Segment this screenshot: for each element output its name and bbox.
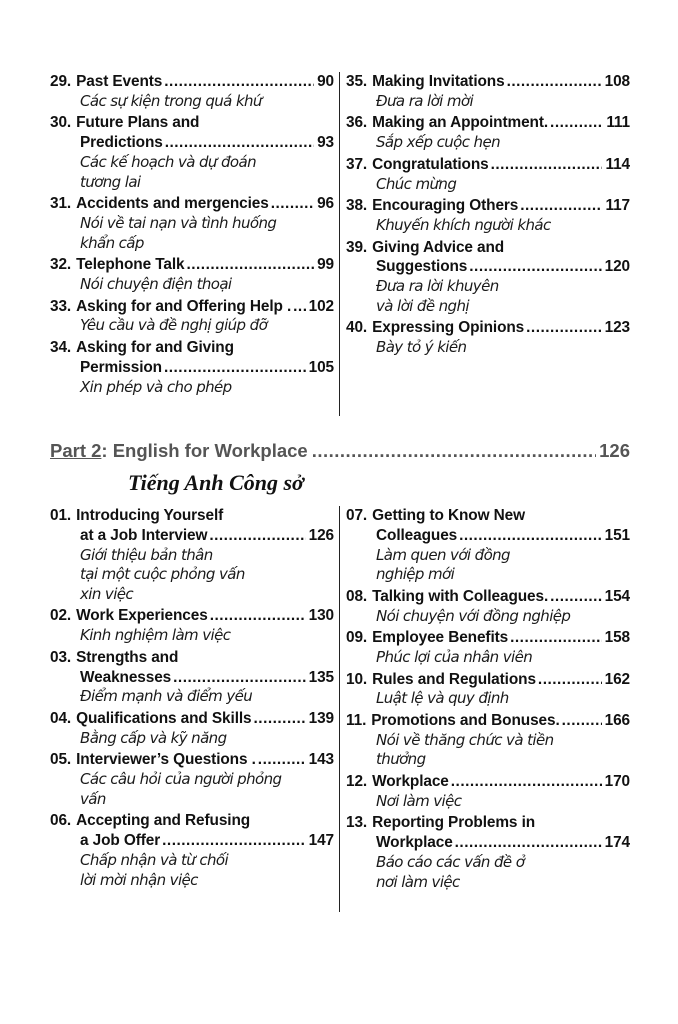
dot-leader (526, 318, 601, 338)
toc-page-number: 174 (604, 834, 630, 852)
dot-leader (451, 772, 602, 792)
toc-entry-title-line (50, 709, 334, 729)
toc-column-right (346, 506, 630, 894)
toc-entry-translation: Khuyến khích người khác (376, 215, 551, 234)
toc-entry-translation: vấn (80, 789, 106, 808)
toc-entry-title-line (50, 113, 334, 133)
toc-page-number: 123 (604, 319, 630, 337)
toc-entry[interactable] (346, 711, 630, 770)
toc-entry-title: Asking for and Offering Help . (76, 297, 292, 315)
toc-entry-title: Encouraging Others (372, 197, 519, 215)
toc-entry-title-line (50, 606, 334, 626)
toc-entry-title-line (50, 750, 334, 770)
toc-entry-title: Colleagues (376, 526, 458, 544)
toc-entry-title: Interviewer’s Questions . (76, 751, 256, 769)
dot-leader (173, 668, 305, 688)
part-page-number: 126 (599, 440, 630, 461)
toc-entry-title: at a Job Interview (80, 526, 208, 544)
toc-entry[interactable] (346, 72, 630, 111)
toc-entry-title: Permission (80, 358, 162, 376)
toc-entry-title: Weaknesses (80, 668, 172, 686)
part-title: : English for Workplace (101, 440, 308, 461)
toc-entry-number: 32. (50, 256, 72, 274)
toc-entry-number: 07. (346, 507, 368, 524)
dot-leader (165, 133, 314, 153)
dot-leader (550, 587, 601, 607)
dot-leader (271, 194, 314, 214)
toc-entry-number: 10. (346, 670, 368, 688)
toc-entry-translation: Chúc mừng (376, 174, 457, 193)
toc-entry-translation: khẩn cấp (80, 233, 144, 252)
toc-entry-translation: Sắp xếp cuộc hẹn (376, 133, 500, 152)
toc-entry[interactable] (50, 255, 334, 294)
dot-leader (510, 628, 601, 648)
dot-leader (254, 709, 306, 729)
toc-entry-translation: và lời đề nghị (376, 296, 469, 315)
toc-entry-title-line (50, 526, 334, 546)
toc-entry-title: Work Experiences (76, 607, 208, 625)
dot-leader (293, 297, 305, 317)
toc-entry-number: 06. (50, 812, 72, 830)
toc-entry-title-line (50, 72, 334, 92)
toc-entry-translation: Các câu hỏi của người phỏng (80, 770, 282, 789)
toc-entry-title: Congratulations (372, 155, 489, 173)
toc-entry-translation: Các kế hoạch và dự đoán (80, 152, 256, 171)
toc-entry[interactable] (50, 606, 334, 645)
toc-entry-number: 30. (50, 114, 72, 132)
toc-entry-translation: thưởng (376, 750, 426, 769)
toc-entry-title-line (346, 526, 630, 546)
toc-entry-translation: Đưa ra lời khuyên (376, 277, 499, 296)
dot-leader (520, 196, 602, 216)
dot-leader (550, 113, 603, 133)
toc-entry[interactable] (50, 506, 334, 604)
toc-entry-title-line (346, 155, 630, 175)
toc-entry-title-line (50, 338, 334, 358)
part-label: Part 2 (50, 440, 102, 461)
toc-entry-translation: tương lai (80, 172, 141, 191)
toc-entry[interactable] (50, 113, 334, 192)
toc-entry-title: Telephone Talk (76, 256, 185, 274)
toc-entry-translation: Luật lệ và quy định (376, 689, 509, 708)
toc-entry-translation: Bằng cấp và kỹ năng (80, 728, 227, 747)
dot-leader (491, 155, 603, 175)
toc-entry-number: 39. (346, 238, 368, 256)
toc-entry-translation: Phúc lợi của nhân viên (376, 647, 533, 666)
toc-entry-translation: Bày tỏ ý kiến (376, 338, 467, 357)
toc-entry-title: Introducing Yourself (76, 507, 224, 524)
toc-entry-translation: Xin phép và cho phép (80, 377, 232, 396)
toc-entry-number: 03. (50, 648, 72, 666)
toc-entry-translation: Các sự kiện trong quá khứ (80, 91, 262, 110)
toc-entry-title: Promotions and Bonuses. (371, 711, 560, 729)
toc-page-number: 135 (308, 668, 334, 686)
toc-entry-title: Accidents and mergencies (76, 195, 269, 213)
toc-entry-title-line (50, 811, 334, 831)
toc-entry-title-line (50, 255, 334, 275)
toc-page-number: 102 (308, 297, 334, 315)
toc-page-number: 99 (317, 256, 334, 274)
toc-page-number: 151 (604, 526, 630, 544)
toc-entry-number: 31. (50, 195, 72, 213)
toc-entry-translation: Yêu cầu và đề nghị giúp đỡ (80, 316, 268, 335)
toc-entry[interactable] (50, 750, 334, 809)
dot-leader (312, 440, 596, 462)
toc-section-part2 (50, 506, 630, 912)
toc-entry-title: Qualifications and Skills (76, 709, 252, 727)
toc-page-number: 126 (308, 526, 334, 544)
toc-entry[interactable] (50, 338, 334, 397)
toc-entry-title: Expressing Opinions (372, 319, 525, 337)
toc-entry-number: 34. (50, 338, 72, 356)
toc-entry-number: 36. (346, 114, 368, 132)
toc-entry-number: 11. (346, 711, 367, 729)
toc-entry[interactable] (346, 628, 630, 667)
toc-entry-title-line (346, 833, 630, 853)
toc-entry[interactable] (50, 297, 334, 336)
toc-page-number: 143 (308, 751, 334, 769)
toc-page-number: 114 (605, 155, 630, 173)
toc-entry-title-line (50, 831, 334, 851)
toc-entry[interactable] (346, 155, 630, 194)
toc-entry-translation: Nói về thăng chức và tiền (376, 730, 554, 749)
toc-page-number: 130 (308, 607, 334, 625)
toc-page-number: 93 (317, 134, 334, 152)
toc-entry-title: Past Events (76, 73, 163, 90)
toc-entry[interactable] (50, 709, 334, 748)
toc-entry-title-line (50, 133, 334, 153)
toc-entry-number: 05. (50, 751, 72, 769)
toc-entry[interactable] (346, 113, 630, 152)
toc-entry-number: 33. (50, 297, 72, 315)
toc-entry-title-line (346, 72, 630, 92)
toc-entry[interactable] (346, 238, 630, 317)
toc-entry-title-line (346, 628, 630, 648)
toc-column-left (50, 72, 334, 399)
toc-page-number: 147 (308, 832, 334, 850)
dot-leader (258, 750, 306, 770)
toc-entry-number: 12. (346, 772, 368, 790)
toc-entry-title-line (346, 711, 630, 731)
dot-leader (164, 358, 306, 378)
toc-entry-translation: Giới thiệu bản thân (80, 545, 213, 564)
toc-entry-number: 40. (346, 319, 368, 337)
toc-page-number: 120 (604, 258, 630, 276)
toc-entry-translation: Kinh nghiệm làm việc (80, 626, 231, 645)
toc-entry-title: Making an Appointment. (372, 114, 549, 132)
toc-page-number: 90 (317, 73, 334, 90)
toc-page-number: 108 (604, 73, 630, 90)
toc-entry-title-line (50, 668, 334, 688)
toc-entry-title-line (346, 196, 630, 216)
dot-leader (210, 606, 306, 626)
toc-entry-title-line (346, 318, 630, 338)
toc-page-number: 105 (308, 358, 334, 376)
toc-page-number: 158 (604, 629, 630, 647)
toc-entry[interactable] (50, 648, 334, 707)
toc-entry-number: 35. (346, 73, 368, 90)
toc-entry-translation: nơi làm việc (376, 872, 460, 891)
dot-leader (164, 72, 314, 92)
toc-page-number: 117 (605, 197, 630, 215)
toc-page-number: 111 (606, 114, 630, 132)
dot-leader (538, 670, 602, 690)
toc-entry-title: Accepting and Refusing (76, 812, 251, 830)
toc-page-number: 162 (604, 670, 630, 688)
toc-entry-title-line (346, 506, 630, 526)
toc-page-number: 139 (308, 709, 334, 727)
toc-entry[interactable] (346, 587, 630, 626)
toc-entry-translation: nghiệp mới (376, 565, 455, 584)
dot-leader (162, 831, 305, 851)
toc-entry-title-line (346, 587, 630, 607)
toc-entry-title-line (50, 358, 334, 378)
dot-leader (562, 711, 602, 731)
toc-entry-title-line (50, 297, 334, 317)
toc-entry-translation: xin việc (80, 584, 134, 603)
toc-entry-translation: Báo cáo các vấn đề ở (376, 852, 525, 871)
toc-entry-translation: lời mời nhận việc (80, 870, 198, 889)
toc-page-number: 96 (317, 195, 334, 213)
toc-entry-translation: Nói về tai nạn và tình huống (80, 213, 277, 232)
dot-leader (455, 833, 602, 853)
toc-entry-title: Talking with Colleagues. (372, 587, 549, 605)
toc-entry[interactable] (346, 772, 630, 811)
toc-entry-title: Workplace (372, 772, 449, 790)
toc-column-right (346, 72, 630, 360)
toc-entry-translation: Nói chuyện điện thoại (80, 274, 232, 293)
toc-entry-translation: Chấp nhận và từ chối (80, 850, 229, 869)
toc-entry[interactable] (346, 813, 630, 892)
toc-entry-translation: Nói chuyện với đồng nghiệp (376, 606, 571, 625)
toc-entry[interactable] (346, 196, 630, 235)
toc-entry-title: Making Invitations (372, 73, 505, 90)
toc-entry-title-line (346, 772, 630, 792)
toc-entry-title-line (346, 813, 630, 833)
toc-entry-translation: Điểm mạnh và điểm yếu (80, 687, 253, 706)
toc-entry-number: 38. (346, 197, 368, 215)
toc-entry-title: a Job Offer (80, 832, 161, 850)
toc-entry-number: 09. (346, 629, 368, 647)
toc-entry-title-line (50, 648, 334, 668)
toc-entry-title-line (346, 670, 630, 690)
toc-entry-title: Rules and Regulations (372, 670, 536, 688)
dot-leader (507, 72, 602, 92)
toc-entry-title: Giving Advice and (372, 238, 505, 256)
toc-entry-title-line (346, 238, 630, 258)
toc-entry[interactable] (50, 72, 334, 111)
toc-entry[interactable] (50, 811, 334, 890)
dot-leader (186, 255, 314, 275)
toc-entry-title: Employee Benefits (372, 629, 509, 647)
dot-leader (209, 526, 305, 546)
toc-entry-number: 01. (50, 507, 72, 524)
toc-entry-number: 08. (346, 587, 368, 605)
toc-entry-translation: Làm quen với đồng (376, 545, 510, 564)
column-divider (339, 72, 340, 416)
toc-entry-title: Reporting Problems in (372, 814, 536, 832)
toc-entry-title-line (50, 506, 334, 526)
toc-entry[interactable] (346, 506, 630, 585)
toc-entry-number: 29. (50, 73, 72, 90)
toc-entry-translation: tại một cuộc phỏng vấn (80, 565, 245, 584)
column-divider (339, 506, 340, 912)
toc-entry-title: Workplace (376, 834, 453, 852)
toc-page-number: 170 (604, 772, 630, 790)
toc-entry-number: 02. (50, 607, 72, 625)
dot-leader (459, 526, 602, 546)
toc-entry-translation: Nơi làm việc (376, 791, 462, 810)
toc-column-left (50, 506, 334, 892)
toc-entry-title: Strengths and (76, 648, 179, 666)
toc-entry-title: Future Plans and (76, 114, 200, 132)
dot-leader (469, 257, 601, 277)
toc-entry-number: 13. (346, 814, 368, 832)
toc-entry-number: 37. (346, 155, 368, 173)
toc-entry-title-line (50, 194, 334, 214)
toc-entry-title: Getting to Know New (372, 507, 525, 524)
toc-page-number: 166 (604, 711, 630, 729)
toc-entry-title: Asking for and Giving (76, 338, 234, 356)
part-2-heading[interactable] (50, 440, 630, 462)
toc-entry-title-line (346, 257, 630, 277)
toc-entry[interactable] (50, 194, 334, 253)
toc-entry[interactable] (346, 318, 630, 357)
toc-entry-title: Suggestions (376, 258, 468, 276)
toc-entry-title-line (346, 113, 630, 133)
part-2-subtitle: Tiếng Anh Công sở (128, 470, 304, 495)
toc-entry-title: Predictions (80, 134, 163, 152)
toc-entry-translation: Đưa ra lời mời (376, 91, 474, 110)
toc-entry[interactable] (346, 670, 630, 709)
toc-entry-number: 04. (50, 709, 72, 727)
toc-page-number: 154 (604, 587, 630, 605)
toc-section-part1-continued (50, 72, 630, 416)
